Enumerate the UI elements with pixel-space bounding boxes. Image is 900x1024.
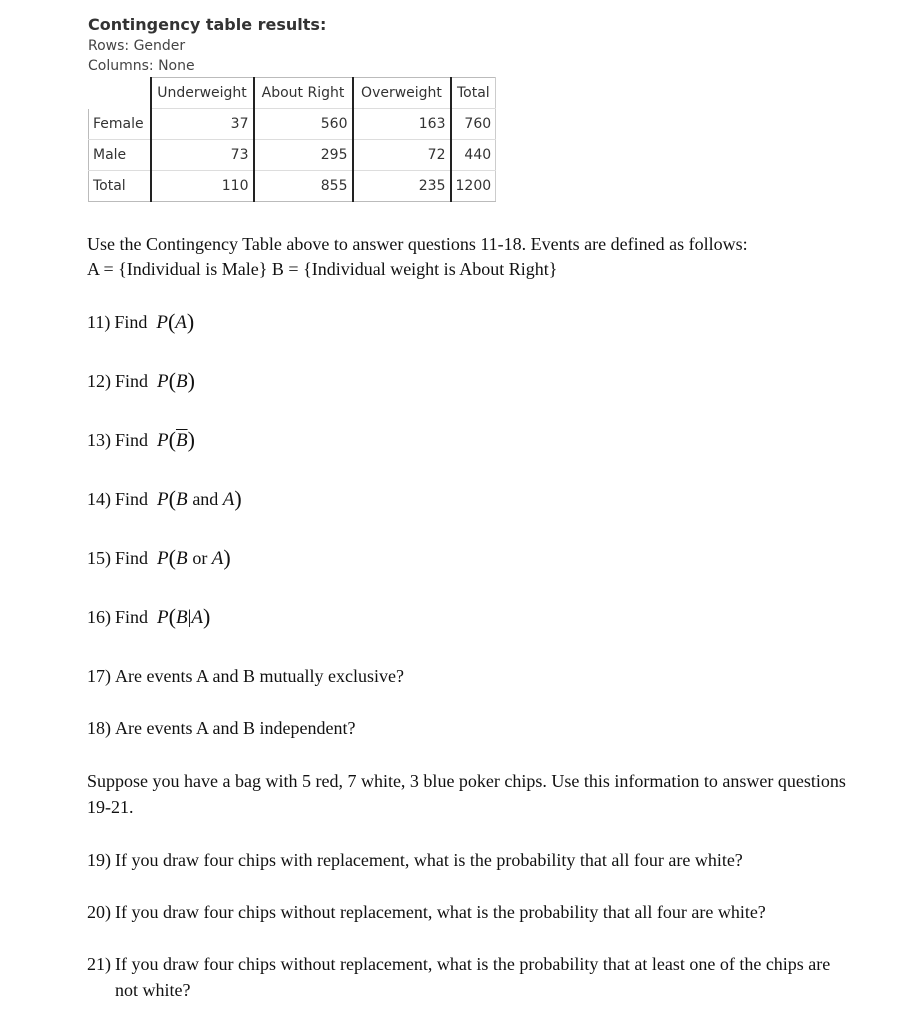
table-cell: 560: [254, 109, 353, 140]
table-cell: 235: [353, 171, 451, 202]
event-b: B: [175, 607, 188, 628]
row-label-total: Total: [89, 171, 151, 202]
question-number: 21): [87, 954, 111, 974]
question-text: Are events A and B mutually exclusive?: [115, 666, 404, 686]
question-document: [87, 232, 857, 1003]
question-text: If you draw four chips with replacement, what is the probability that all four are white?: [115, 850, 743, 870]
question-16: 16) Find P(B|A): [87, 604, 211, 629]
table-cell: 855: [254, 171, 353, 202]
given-bar: |: [187, 607, 192, 628]
question-text: Are events A and B independent?: [115, 718, 356, 738]
find-word: Find: [115, 489, 149, 509]
question-21: [87, 951, 857, 1003]
intro-line-2: A = {Individual is Male} B = {Individual weight is About Right}: [87, 259, 558, 279]
prob-symbol: P: [156, 312, 168, 333]
question-number: 12): [87, 371, 111, 391]
prob-symbol: P: [157, 430, 169, 451]
table-cell: 73: [151, 140, 254, 171]
contingency-header: [88, 14, 326, 76]
prob-symbol: P: [157, 548, 169, 569]
question-18: [87, 715, 857, 741]
event-b-complement: $\overline{B}$: [175, 430, 188, 451]
prob-symbol: P: [157, 607, 169, 628]
row-label-female: Female: [89, 109, 151, 140]
question-text: If you draw four chips without replacement, what is the probability that all four are white?: [115, 902, 766, 922]
row-label-male: Male: [89, 140, 151, 171]
conjunction: and: [192, 489, 219, 509]
col-header-total: Total: [451, 78, 496, 109]
columns-line: Columns: None: [88, 58, 195, 74]
event-a: A: [222, 489, 235, 510]
table-cell: 1200: [451, 171, 496, 202]
table-cell: 440: [451, 140, 496, 171]
event-b: B: [175, 371, 188, 392]
col-header-about-right: About Right: [254, 78, 353, 109]
question-14: 14) Find P(B and A): [87, 486, 242, 511]
table-cell: 37: [151, 109, 254, 140]
question-number: 11): [87, 312, 111, 332]
table-row: [89, 171, 496, 202]
table-row: [89, 109, 496, 140]
event-a: A: [191, 607, 203, 628]
table-header-row: [89, 78, 496, 109]
question-number: 20): [87, 902, 111, 922]
question-number: 15): [87, 548, 111, 568]
question-13: 13) Find $P(\overline{B})$: [87, 427, 195, 452]
col-header-underweight: Underweight: [151, 78, 254, 109]
table-cell: 72: [353, 140, 451, 171]
table-cell: 110: [151, 171, 254, 202]
table-cell: 163: [353, 109, 451, 140]
prob-symbol: P: [157, 371, 169, 392]
conjunction: or: [192, 548, 208, 568]
question-number: 13): [87, 430, 111, 450]
table-cell: 760: [451, 109, 496, 140]
event-b: B: [175, 548, 188, 569]
question-number: 18): [87, 718, 111, 738]
intro-line-1: Use the Contingency Table above to answer questions 11-18. Events are defined as follows:: [87, 234, 748, 254]
event-a: A: [211, 548, 224, 569]
question-number: 14): [87, 489, 111, 509]
event-b: B: [175, 489, 188, 510]
question-12: 12) Find P(B): [87, 368, 195, 393]
table-cell: 295: [254, 140, 353, 171]
question-17: [87, 663, 857, 689]
chips-intro-paragraph: Suppose you have a bag with 5 red, 7 white, 3 blue poker chips. Use this information to answer questions 19-21.: [87, 771, 846, 817]
find-word: Find: [114, 312, 148, 332]
question-20: [87, 899, 857, 925]
corner-cell: [89, 78, 151, 109]
question-number: 16): [87, 607, 111, 627]
table-row: [89, 140, 496, 171]
find-word: Find: [115, 607, 149, 627]
question-text: If you draw four chips without replacement, what is the probability that at least one of the chips are not white?: [115, 954, 831, 1000]
question-11: 11) Find P(A): [87, 309, 195, 334]
question-number: 19): [87, 850, 111, 870]
find-word: Find: [115, 371, 149, 391]
event-a: A: [175, 312, 187, 333]
question-number: 17): [87, 666, 111, 686]
question-15: 15) Find P(B or A): [87, 545, 231, 570]
contingency-title: Contingency table results:: [88, 15, 327, 34]
question-19: [87, 847, 857, 873]
intro-paragraph: [87, 232, 857, 282]
prob-symbol: P: [157, 489, 169, 510]
find-word: Find: [115, 548, 149, 568]
contingency-table: [88, 77, 496, 202]
col-header-overweight: Overweight: [353, 78, 451, 109]
rows-line: Rows: Gender: [88, 38, 186, 54]
find-word: Find: [115, 430, 149, 450]
